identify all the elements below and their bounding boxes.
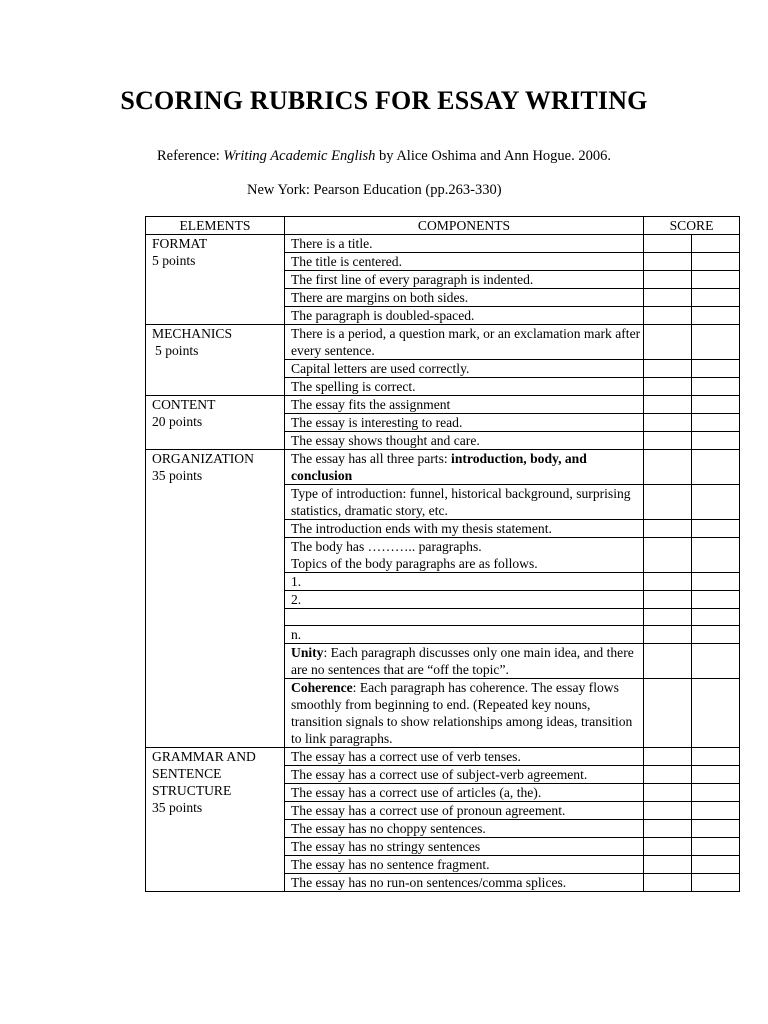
score-cell[interactable] (644, 271, 692, 289)
component-cell: 1. (285, 573, 644, 591)
score-cell[interactable] (692, 414, 740, 432)
score-cell[interactable] (692, 450, 740, 485)
score-cell[interactable] (644, 520, 692, 538)
component-cell: The essay has a correct use of articles (a, the). (285, 784, 644, 802)
score-cell[interactable] (644, 414, 692, 432)
element-points: 20 points (152, 414, 203, 429)
component-cell (285, 644, 644, 679)
component-cell: The essay has a correct use of verb tenses. (285, 748, 644, 766)
page-title: SCORING RUBRICS FOR ESSAY WRITING (120, 86, 648, 115)
score-cell[interactable] (644, 573, 692, 591)
component-text: : Each paragraph has coherence. The essay flows smoothly from beginning to end. (Repeated key nouns, transition signals to show relationships among ideas, transition to link paragraphs. (291, 680, 633, 746)
header-elements: ELEMENTS (146, 217, 285, 235)
score-cell[interactable] (644, 766, 692, 784)
component-cell: The essay has no sentence fragment. (285, 856, 644, 874)
score-cell[interactable] (644, 253, 692, 271)
component-cell: n. (285, 626, 644, 644)
component-cell: Capital letters are used correctly. (285, 360, 644, 378)
component-text: Topics of the body paragraphs are as follows. (291, 556, 538, 571)
component-cell: Type of introduction: funnel, historical background, surprising statistics, dramatic story, etc. (285, 485, 644, 520)
score-cell[interactable] (692, 856, 740, 874)
element-points: 5 points (155, 343, 199, 358)
score-cell[interactable] (692, 307, 740, 325)
score-cell[interactable] (692, 766, 740, 784)
element-name: SENTENCE (152, 766, 222, 781)
header-score: SCORE (644, 217, 740, 235)
component-cell: The essay has no stringy sentences (285, 838, 644, 856)
score-cell[interactable] (644, 432, 692, 450)
score-cell[interactable] (644, 307, 692, 325)
element-mechanics (146, 325, 285, 396)
score-cell[interactable] (644, 325, 692, 360)
component-cell: There is a period, a question mark, or an exclamation mark after every sentence. (285, 325, 644, 360)
component-cell: The essay shows thought and care. (285, 432, 644, 450)
score-cell[interactable] (692, 235, 740, 253)
score-cell[interactable] (692, 626, 740, 644)
header-row (146, 217, 740, 235)
element-points: 35 points (152, 468, 203, 483)
element-name: CONTENT (152, 397, 216, 412)
score-cell[interactable] (692, 748, 740, 766)
element-organization (146, 450, 285, 748)
element-content (146, 396, 285, 450)
component-cell: The title is centered. (285, 253, 644, 271)
table-row (146, 325, 740, 360)
score-cell[interactable] (692, 378, 740, 396)
score-cell[interactable] (644, 235, 692, 253)
component-cell: There are margins on both sides. (285, 289, 644, 307)
table-row (146, 235, 740, 253)
score-cell[interactable] (692, 396, 740, 414)
score-cell[interactable] (692, 485, 740, 520)
score-cell[interactable] (644, 856, 692, 874)
component-cell (285, 450, 644, 485)
element-name: STRUCTURE (152, 783, 232, 798)
score-cell[interactable] (692, 432, 740, 450)
score-cell[interactable] (644, 591, 692, 609)
score-cell[interactable] (692, 325, 740, 360)
component-cell: The essay has no run-on sentences/comma splices. (285, 874, 644, 892)
score-cell[interactable] (644, 485, 692, 520)
reference-publisher: New York: Pearson Education (pp.263-330) (247, 182, 502, 198)
element-grammar (146, 748, 285, 892)
component-text: The essay has all three parts: (291, 451, 452, 466)
component-cell: The spelling is correct. (285, 378, 644, 396)
component-cell: The introduction ends with my thesis statement. (285, 520, 644, 538)
component-cell: The first line of every paragraph is indented. (285, 271, 644, 289)
score-cell[interactable] (644, 609, 692, 626)
reference-authors: by Alice Oshima and Ann Hogue. 2006. (375, 148, 611, 164)
score-cell[interactable] (692, 289, 740, 307)
score-cell[interactable] (644, 748, 692, 766)
score-cell[interactable] (692, 679, 740, 748)
component-cell: There is a title. (285, 235, 644, 253)
header-components: COMPONENTS (285, 217, 644, 235)
score-cell[interactable] (692, 874, 740, 892)
score-cell[interactable] (644, 644, 692, 679)
component-cell: 2. (285, 591, 644, 609)
reference-book-title: Writing Academic English (223, 148, 376, 164)
table-row (146, 748, 740, 766)
table-row (146, 396, 740, 414)
score-cell[interactable] (692, 360, 740, 378)
component-cell: The essay fits the assignment (285, 396, 644, 414)
rubric-table (145, 216, 740, 892)
component-cell (285, 679, 644, 748)
reference-label: Reference: (157, 148, 224, 164)
score-cell[interactable] (692, 784, 740, 802)
table-row (146, 450, 740, 485)
score-cell[interactable] (644, 396, 692, 414)
component-bold: Unity (291, 645, 324, 660)
element-name: MECHANICS (152, 326, 233, 341)
component-cell: The essay has no choppy sentences. (285, 820, 644, 838)
score-cell[interactable] (644, 679, 692, 748)
score-cell[interactable] (644, 360, 692, 378)
score-cell[interactable] (692, 820, 740, 838)
score-cell[interactable] (644, 450, 692, 485)
component-text: The body has ……….. paragraphs. (291, 539, 482, 554)
score-cell[interactable] (644, 626, 692, 644)
score-cell[interactable] (644, 802, 692, 820)
element-format (146, 235, 285, 325)
score-cell[interactable] (644, 784, 692, 802)
score-cell[interactable] (692, 520, 740, 538)
component-cell: The paragraph is doubled-spaced. (285, 307, 644, 325)
score-cell[interactable] (692, 573, 740, 591)
element-name: GRAMMAR AND (152, 749, 256, 764)
component-cell: The essay is interesting to read. (285, 414, 644, 432)
component-cell (285, 538, 644, 573)
score-cell[interactable] (644, 378, 692, 396)
component-bold: introduction, body, and conclusion (291, 451, 587, 483)
score-cell[interactable] (692, 591, 740, 609)
component-cell: The essay has a correct use of pronoun agreement. (285, 802, 644, 820)
score-cell[interactable] (692, 271, 740, 289)
score-cell[interactable] (644, 838, 692, 856)
score-cell[interactable] (692, 609, 740, 626)
component-cell: The essay has a correct use of subject-verb agreement. (285, 766, 644, 784)
reference-line (0, 148, 768, 165)
score-cell[interactable] (644, 289, 692, 307)
component-bold: Coherence (291, 680, 353, 695)
element-points: 5 points (152, 253, 196, 268)
score-cell[interactable] (692, 802, 740, 820)
score-cell[interactable] (644, 874, 692, 892)
score-cell[interactable] (644, 820, 692, 838)
component-cell (285, 609, 644, 626)
score-cell[interactable] (692, 538, 740, 573)
score-cell[interactable] (692, 253, 740, 271)
score-cell[interactable] (692, 644, 740, 679)
element-name: ORGANIZATION (152, 451, 254, 466)
element-name: FORMAT (152, 236, 208, 251)
component-text: : Each paragraph discusses only one main idea, and there are no sentences that are “off the topic”. (291, 645, 634, 677)
element-points: 35 points (152, 800, 203, 815)
score-cell[interactable] (692, 838, 740, 856)
score-cell[interactable] (644, 538, 692, 573)
